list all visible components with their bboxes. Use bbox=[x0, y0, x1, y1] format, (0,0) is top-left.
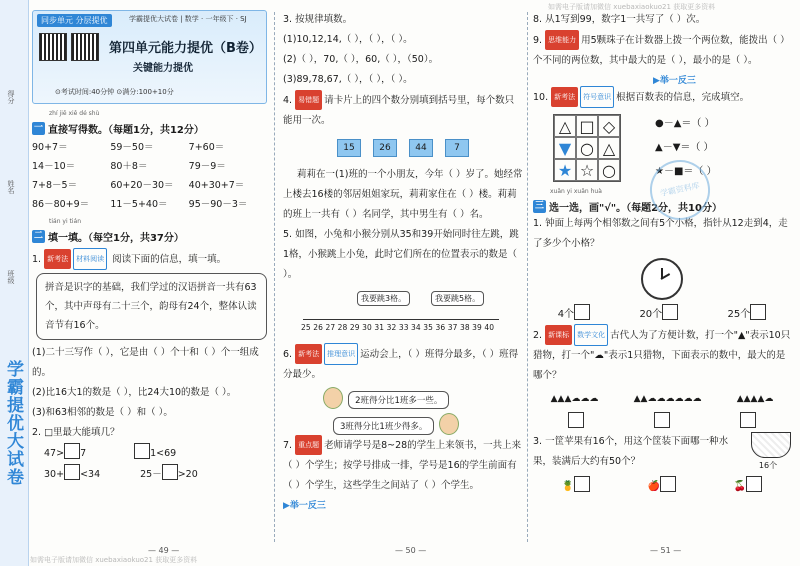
cherry-icon: 🍒 bbox=[733, 481, 747, 492]
number-cards bbox=[283, 139, 523, 157]
number-card[interactable]: 15 bbox=[337, 139, 361, 157]
q6-body: 运动会上，（ ）班得分最多，（ ）班得分最少。 bbox=[283, 349, 519, 380]
tally-marks: ▲▲▲▲☁ bbox=[736, 394, 774, 404]
reading-passage: 拼音是识字的基础，我们学过的汉语拼音一共有63个，其中声母有二十三个，韵母有24个，整体认读音节有16个。 bbox=[36, 273, 267, 340]
star-icon: ★ bbox=[554, 159, 576, 181]
header-title: 第四单元能力提优（B卷） bbox=[109, 41, 262, 56]
calc-row bbox=[32, 174, 267, 193]
spine-score-label: 得分 bbox=[7, 90, 15, 104]
q3-text: 3. 按规律填数。 bbox=[283, 14, 353, 25]
q8-text[interactable]: 8. 从1写到99，数字1一共写了（ ）次。 bbox=[533, 14, 706, 25]
sec1-pinyin: zhí jiē xiě dé shù bbox=[49, 110, 100, 117]
equation[interactable]: ▲－▼＝（ ） bbox=[655, 142, 714, 153]
monkey-bubble: 我要跳5格。 bbox=[431, 291, 484, 306]
calc-row bbox=[32, 136, 267, 155]
option-label: 25个 bbox=[727, 309, 751, 320]
calc-item[interactable]: 80＋8＝ bbox=[110, 160, 148, 172]
qr-code-icon bbox=[71, 33, 99, 61]
column-2 bbox=[283, 10, 523, 511]
s3-q1-text: 1. 钟面上每两个相邻数之间有5个小格，指针从12走到4，走了多少个小格？ bbox=[533, 218, 788, 249]
watermark-top: 如需电子版请加微信 xuebaxiaokuo21 获取更多资料 bbox=[548, 3, 716, 11]
answer-box[interactable] bbox=[134, 443, 150, 459]
check-box[interactable] bbox=[746, 476, 762, 492]
s3-q2-checkboxes bbox=[533, 412, 791, 428]
calc-item[interactable]: 7+60＝ bbox=[188, 141, 225, 153]
q6-speech-1 bbox=[323, 387, 523, 409]
q5-text[interactable]: 5. 如图，小兔和小猴分别从35和39开始同时往左跳，跳1格，小猴跳上小兔，此时它们所在的位置表示的数是（ ）。 bbox=[283, 229, 519, 280]
number-card[interactable]: 44 bbox=[409, 139, 433, 157]
q9-text[interactable]: 9. 思维能力 用5颗珠子在计数器上拨一个两位数，能拨出（ ）个不同的两位数，其中最大的是（ ），最小的是（ ）。 bbox=[533, 30, 791, 71]
circle-icon: ○ bbox=[576, 137, 598, 159]
extension-link[interactable]: ▶举一反三 bbox=[283, 501, 326, 511]
sec1-number: 一 bbox=[33, 123, 43, 133]
triangle-down-icon: ▼ bbox=[554, 137, 576, 159]
circle-icon: ○ bbox=[598, 159, 620, 181]
header-badge: 同步单元 分层提优 bbox=[37, 14, 112, 27]
q4-text: 请卡片上的四个数分别填到括号里，每个数只能用一次。 bbox=[283, 95, 515, 126]
spine-name-label: 姓名 bbox=[7, 180, 15, 194]
q2-part: >20 bbox=[177, 469, 198, 480]
number-line-axis bbox=[303, 319, 499, 320]
apple-icon: 🍎 bbox=[647, 481, 661, 492]
unit-header bbox=[32, 10, 267, 104]
basket-figure bbox=[745, 432, 791, 471]
header-meta: ⊙考试时间:40分钟 ⊙满分:100+10分 bbox=[55, 88, 174, 96]
check-box[interactable] bbox=[660, 476, 676, 492]
page-number: — 50 — bbox=[395, 546, 427, 555]
sec1-title: 直接写得数。（每题1分，共12分） bbox=[48, 125, 204, 136]
q2-row2 bbox=[44, 464, 267, 485]
calc-item[interactable]: 95－90－3＝ bbox=[188, 198, 248, 210]
q2-part: 30+ bbox=[44, 469, 65, 480]
qr-code-icon bbox=[39, 33, 67, 61]
page-number: — 51 — bbox=[650, 546, 682, 555]
number-card[interactable]: 26 bbox=[373, 139, 397, 157]
new-method-tag: 新考法 bbox=[295, 344, 322, 364]
check-box[interactable] bbox=[654, 412, 670, 428]
calc-item[interactable]: 14－10＝ bbox=[32, 160, 76, 172]
watermark-bottom: 如需电子版请加微信 xuebaxiaokuo21 获取更多资料 bbox=[30, 556, 198, 564]
answer-box[interactable] bbox=[64, 464, 80, 480]
basket-label: 16个 bbox=[758, 461, 778, 470]
header-subtitle: 关键能力提优 bbox=[133, 63, 193, 74]
check-box[interactable] bbox=[662, 304, 678, 320]
calc-item[interactable]: 79－9＝ bbox=[188, 160, 226, 172]
calc-item[interactable]: 11－5+40＝ bbox=[110, 198, 168, 210]
sec3-title: 选一选，画"√"。（每题2分，共10分） bbox=[549, 203, 722, 214]
s3-q2-text: 2. 新课标 数学文化 古代人为了方便计数，打一个"▲"表示10只猎物，打一个"☁"表示1只猎物，下面表示的数中，最大的是哪个？ bbox=[533, 324, 791, 386]
check-box[interactable] bbox=[568, 412, 584, 428]
column-1 bbox=[32, 10, 267, 485]
q10-body: 根据百数表的信息，完成填空。 bbox=[616, 92, 750, 103]
q9-body: 用5颗珠子在计数器上拨一个两位数，能拨出（ ）个不同的两位数，其中最大的是（ ），最小的是（ ）。 bbox=[533, 35, 790, 66]
calc-item[interactable]: 7+8－5＝ bbox=[32, 179, 78, 191]
check-box[interactable] bbox=[740, 412, 756, 428]
triangle-icon: △ bbox=[554, 115, 576, 137]
q1-2[interactable]: (2)比16大1的数是（ ），比24大10的数是（ ）。 bbox=[32, 387, 237, 398]
child-icon bbox=[323, 387, 343, 409]
diamond-icon: ◇ bbox=[598, 115, 620, 137]
s3-q3-options bbox=[533, 476, 791, 492]
q4-intro: 4. 易错题 请卡片上的四个数分别填到括号里，每个数只能用一次。 bbox=[283, 90, 523, 131]
tally-marks: ▲▲☁☁☁☁☁☁ bbox=[633, 394, 702, 404]
symbol-sense-tag: 符号意识 bbox=[580, 86, 614, 108]
q10-text: 10. 新考法 符号意识 根据百数表的信息，完成填空。 bbox=[533, 86, 791, 108]
calc-item[interactable]: 59－50＝ bbox=[110, 141, 154, 153]
column-divider bbox=[274, 12, 275, 542]
q2-row1 bbox=[44, 443, 267, 464]
q2-text: 2. □里最大能填几？ bbox=[32, 427, 120, 438]
q6-speech-2 bbox=[333, 413, 523, 435]
q7-body: 老师请学号是8~28的学生上来领书，一共上来（ ）个学生；按学号排成一排，学号是16的学生前面有（ ）个学生，这些学生之间站了（ ）个学生。 bbox=[283, 440, 522, 491]
calc-item[interactable]: 60+20－30＝ bbox=[110, 179, 174, 191]
new-method-tag: 新考法 bbox=[551, 87, 578, 107]
apple-basket-icon bbox=[751, 432, 791, 458]
calc-item[interactable]: 90+7＝ bbox=[32, 141, 68, 153]
stamp-watermark: 学霸资料库 bbox=[644, 154, 715, 225]
sec1-heading bbox=[32, 121, 267, 136]
sec2-title: 填一填。（每空1分，共37分） bbox=[48, 233, 184, 244]
q3-1[interactable]: (1)10,12,14,（ ），（ ），（ ）。 bbox=[283, 34, 413, 45]
s3-q1-options bbox=[533, 304, 791, 320]
extension-link[interactable]: ▶举一反三 bbox=[653, 76, 696, 86]
sec2-pinyin: tián yi tián bbox=[49, 218, 82, 225]
spine bbox=[0, 0, 29, 566]
check-box[interactable] bbox=[574, 476, 590, 492]
calc-item[interactable]: 86－80+9＝ bbox=[32, 198, 90, 210]
pineapple-icon: 🍍 bbox=[561, 481, 575, 492]
q1-1[interactable]: (1)二十三写作（ ），它是由（ ）个十和（ ）个一组成的。 bbox=[32, 347, 259, 378]
new-method-tag: 新考法 bbox=[44, 249, 71, 269]
q2-part: 25－ bbox=[140, 469, 162, 480]
spine-class-label: 班级 bbox=[7, 270, 15, 284]
child-icon bbox=[439, 413, 459, 435]
number-card[interactable]: 7 bbox=[445, 139, 469, 157]
calc-item[interactable]: 40+30+7＝ bbox=[188, 179, 245, 191]
sec2-heading bbox=[32, 229, 267, 244]
answer-box[interactable] bbox=[162, 464, 178, 480]
rabbit-bubble: 我要跳3格。 bbox=[357, 291, 410, 306]
q6-text[interactable]: 6. 新考法 推理意识 运动会上，（ ）班得分最多，（ ）班得分最少。 bbox=[283, 343, 523, 385]
q1-text: 阅读下面的信息，填一填。 bbox=[112, 254, 227, 265]
s3-q3-text: 3. 一筐苹果有16个，用这个筐装下面哪一种水果，装满后大约有50个？ bbox=[533, 436, 729, 467]
speech-bubble: 3班得分比1班少得多。 bbox=[333, 417, 434, 435]
s3-q2-body: 古代人为了方便计数，打一个"▲"表示10只猎物，打一个"☁"表示1只猎物，下面表示的数中，最大的是哪个？ bbox=[533, 330, 791, 381]
q2-part: 7 bbox=[80, 448, 87, 459]
sec3-number: 三 bbox=[534, 201, 544, 211]
column-3 bbox=[533, 10, 791, 496]
calc-row bbox=[32, 155, 267, 174]
number-line bbox=[283, 289, 523, 339]
q1-3[interactable]: (3)和63相邻的数是（ ）和（ ）。 bbox=[32, 407, 173, 418]
check-box[interactable] bbox=[574, 304, 590, 320]
equation[interactable]: ★－■＝（ ） bbox=[655, 166, 717, 177]
q7-text[interactable]: 7. 重点题 老师请学号是8~28的学生上来领书，一共上来（ ）个学生；按学号排成一排，学号是16的学生前面有（ ）个学生，这些学生之间站了（ ）个学生。 bbox=[283, 435, 523, 496]
answer-box[interactable] bbox=[64, 443, 80, 459]
header-top-line: 学霸提优大试卷 | 数学 · 一年级下 · SJ bbox=[129, 15, 247, 23]
shape-grid bbox=[553, 114, 621, 182]
reasoning-tag: 推理意识 bbox=[324, 343, 358, 365]
q2-part: 47> bbox=[44, 448, 65, 459]
square-icon: □ bbox=[576, 115, 598, 137]
triangle-icon: △ bbox=[598, 137, 620, 159]
math-culture-tag: 数学文化 bbox=[574, 324, 608, 346]
error-prone-tag: 易错题 bbox=[295, 90, 322, 110]
option-label: 4个 bbox=[557, 309, 575, 320]
q1-intro bbox=[32, 248, 267, 270]
q2-part: <34 bbox=[80, 469, 101, 480]
equation[interactable]: ●－▲＝（ ） bbox=[655, 118, 715, 129]
q4-body[interactable]: 莉莉在一(1)班的一个小朋友，今年（ ）岁了。她经常上楼去16楼的邻居姐姐家玩，莉莉家住在（ ）楼。莉莉的班上一共有（ ）名同学，其中男生有（ ）名。 bbox=[283, 169, 523, 220]
s3-q2-options bbox=[533, 390, 791, 408]
page-number: — 49 — bbox=[148, 546, 180, 555]
q-number: 1. bbox=[32, 254, 42, 265]
sec2-number: 二 bbox=[33, 231, 43, 241]
tally-marks: ▲▲▲☁☁☁ bbox=[550, 394, 599, 404]
check-box[interactable] bbox=[750, 304, 766, 320]
option-label: 20个 bbox=[639, 309, 663, 320]
key-question-tag: 重点题 bbox=[295, 435, 322, 455]
clock-icon bbox=[641, 258, 683, 300]
star-outline-icon: ☆ bbox=[576, 159, 598, 181]
thinking-tag: 思维能力 bbox=[545, 30, 579, 50]
s3-q3 bbox=[533, 432, 791, 472]
sec3-pinyin: xuǎn yi xuǎn huà bbox=[550, 188, 602, 195]
number-line-labels: 25 26 27 28 29 30 31 32 33 34 35 36 37 38 39 40 bbox=[301, 323, 495, 332]
q2-part: 1<69 bbox=[150, 448, 177, 459]
material-reading-tag: 材料阅读 bbox=[73, 248, 107, 270]
spine-brand: 学霸提优大试卷 bbox=[3, 360, 23, 486]
q3-2[interactable]: (2)（ ），70,（ ），60,（ ），（50）。 bbox=[283, 54, 439, 65]
new-standard-tag: 新课标 bbox=[545, 325, 572, 345]
column-divider bbox=[527, 12, 528, 542]
q3-3[interactable]: (3)89,78,67,（ ），（ ），（ ）。 bbox=[283, 74, 413, 85]
calc-row bbox=[32, 193, 267, 212]
speech-bubble: 2班得分比1班多一些。 bbox=[348, 391, 449, 409]
